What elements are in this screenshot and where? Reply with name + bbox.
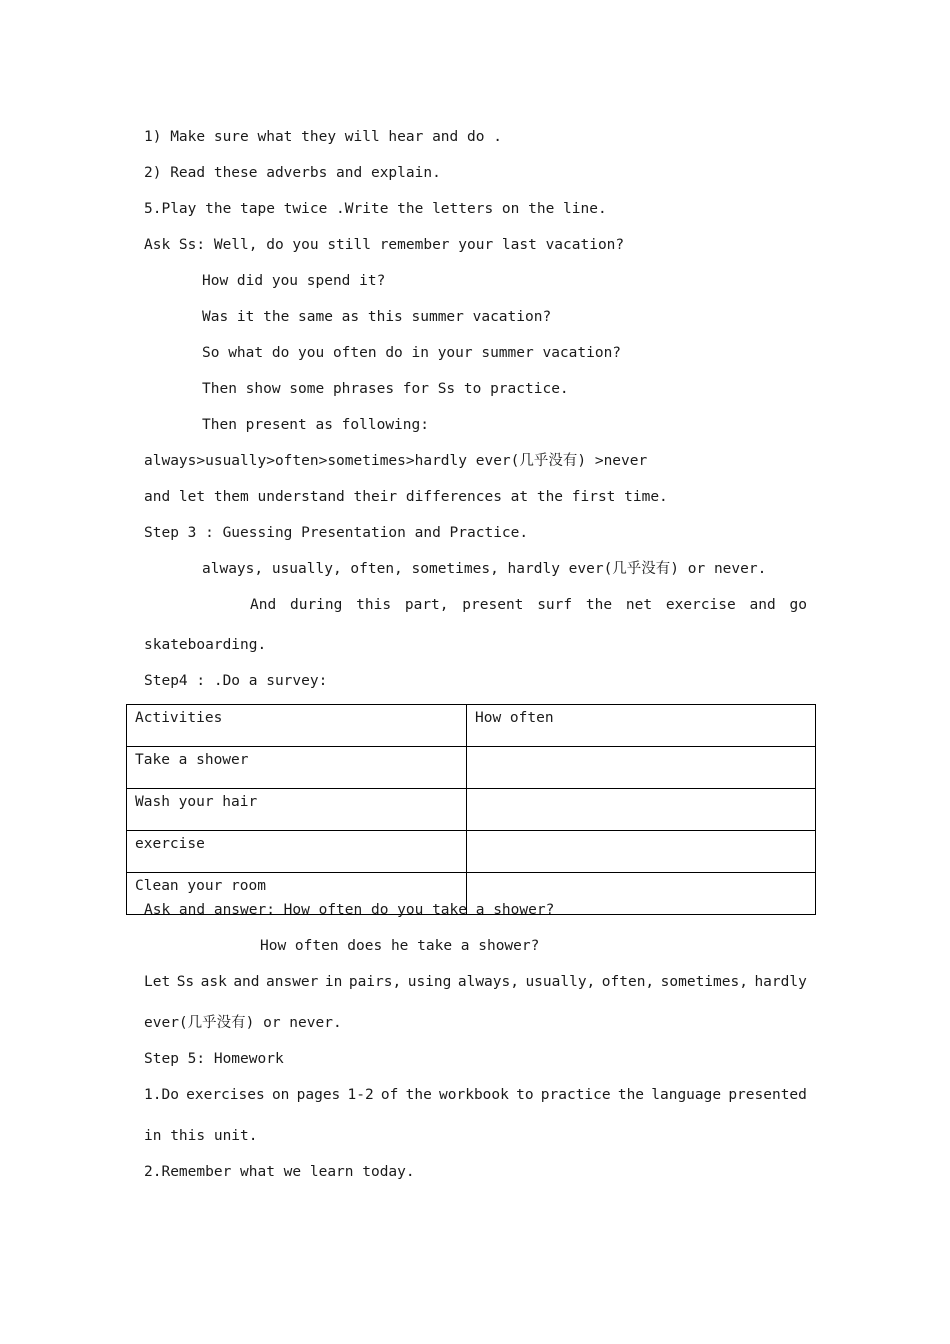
- text-line: How did you spend it?: [202, 273, 386, 289]
- word: often,: [601, 974, 655, 990]
- step-4-heading: Step4 : .Do a survey:: [144, 673, 328, 689]
- word: of: [380, 1087, 399, 1103]
- word: the: [617, 1087, 645, 1103]
- word: and: [233, 974, 260, 990]
- text-line: 1) Make sure what they will hear and do .: [144, 129, 502, 145]
- text-line: Then show some phrases for Ss to practice.: [202, 381, 569, 397]
- word: the: [585, 597, 613, 613]
- word: net: [625, 597, 653, 613]
- text-line: How often does he take a shower?: [260, 938, 540, 954]
- word: pairs,: [348, 974, 402, 990]
- text-line: Ask and answer: How often do you take a shower?: [144, 902, 555, 918]
- text-line: skateboarding.: [144, 637, 267, 653]
- step-3-heading: Step 3 : Guessing Presentation and Practice.: [144, 525, 529, 541]
- word: ask: [200, 974, 227, 990]
- justified-line: [144, 973, 807, 991]
- word: Ss: [176, 974, 195, 990]
- word: language: [651, 1087, 722, 1103]
- word: surf: [537, 597, 573, 613]
- word: to: [516, 1087, 534, 1103]
- word: usually,: [525, 974, 596, 990]
- column-header-how-often: How often: [467, 705, 816, 747]
- text-line: So what do you often do in your summer vacation?: [202, 345, 622, 361]
- text-line: in this unit.: [144, 1128, 258, 1144]
- column-header-activities: Activities: [127, 705, 467, 747]
- survey-table: [126, 704, 816, 915]
- word: exercises: [186, 1087, 265, 1103]
- word: workbook: [439, 1087, 509, 1103]
- word: and: [749, 597, 776, 613]
- word: sometimes,: [660, 974, 748, 990]
- table-row: [127, 747, 816, 789]
- word: always,: [457, 974, 519, 990]
- text-line: 5.Play the tape twice .Write the letters on the line.: [144, 201, 607, 217]
- activity-cell: Clean your room: [127, 873, 467, 915]
- activity-cell: Take a shower: [127, 747, 467, 789]
- text-line: 2.Remember what we learn today.: [144, 1164, 415, 1180]
- text-line: and let them understand their differences at the first time.: [144, 489, 668, 505]
- step-5-heading: Step 5: Homework: [144, 1051, 284, 1067]
- word: this: [356, 597, 392, 613]
- word: Let: [144, 974, 171, 990]
- text-line: Was it the same as this summer vacation?: [202, 309, 552, 325]
- text-line: always, usually, often, sometimes, hardly ever(几乎没有) or never.: [202, 561, 767, 577]
- how-often-cell: [467, 831, 816, 873]
- word: on: [271, 1087, 290, 1103]
- word: using: [407, 974, 452, 990]
- word: present: [462, 597, 524, 613]
- activity-cell: exercise: [127, 831, 467, 873]
- word: during: [289, 597, 343, 613]
- word: presented: [728, 1087, 807, 1103]
- table-row: [127, 831, 816, 873]
- word: 1-2: [347, 1087, 374, 1103]
- how-often-cell: [467, 789, 816, 831]
- table-header-row: [127, 705, 816, 747]
- word: 1.Do: [144, 1087, 179, 1103]
- word: the: [405, 1087, 432, 1103]
- justified-line: [250, 596, 807, 614]
- word: part,: [404, 597, 449, 613]
- text-line: 2) Read these adverbs and explain.: [144, 165, 441, 181]
- activity-cell: Wash your hair: [127, 789, 467, 831]
- how-often-cell: [467, 747, 816, 789]
- text-line: Ask Ss: Well, do you still remember your last vacation?: [144, 237, 625, 253]
- text-line: Then present as following:: [202, 417, 429, 433]
- word: practice: [540, 1087, 611, 1103]
- word: hardly: [754, 974, 807, 990]
- word: go: [789, 597, 807, 613]
- word: And: [250, 597, 277, 613]
- word: answer: [266, 974, 319, 990]
- adverb-frequency-scale: always>usually>often>sometimes>hardly ever(几乎没有) >never: [144, 453, 648, 469]
- word: exercise: [665, 597, 736, 613]
- justified-line: [144, 1086, 807, 1104]
- text-line: ever(几乎没有) or never.: [144, 1015, 342, 1031]
- word: in: [324, 974, 343, 990]
- table-row: [127, 789, 816, 831]
- word: pages: [296, 1087, 341, 1103]
